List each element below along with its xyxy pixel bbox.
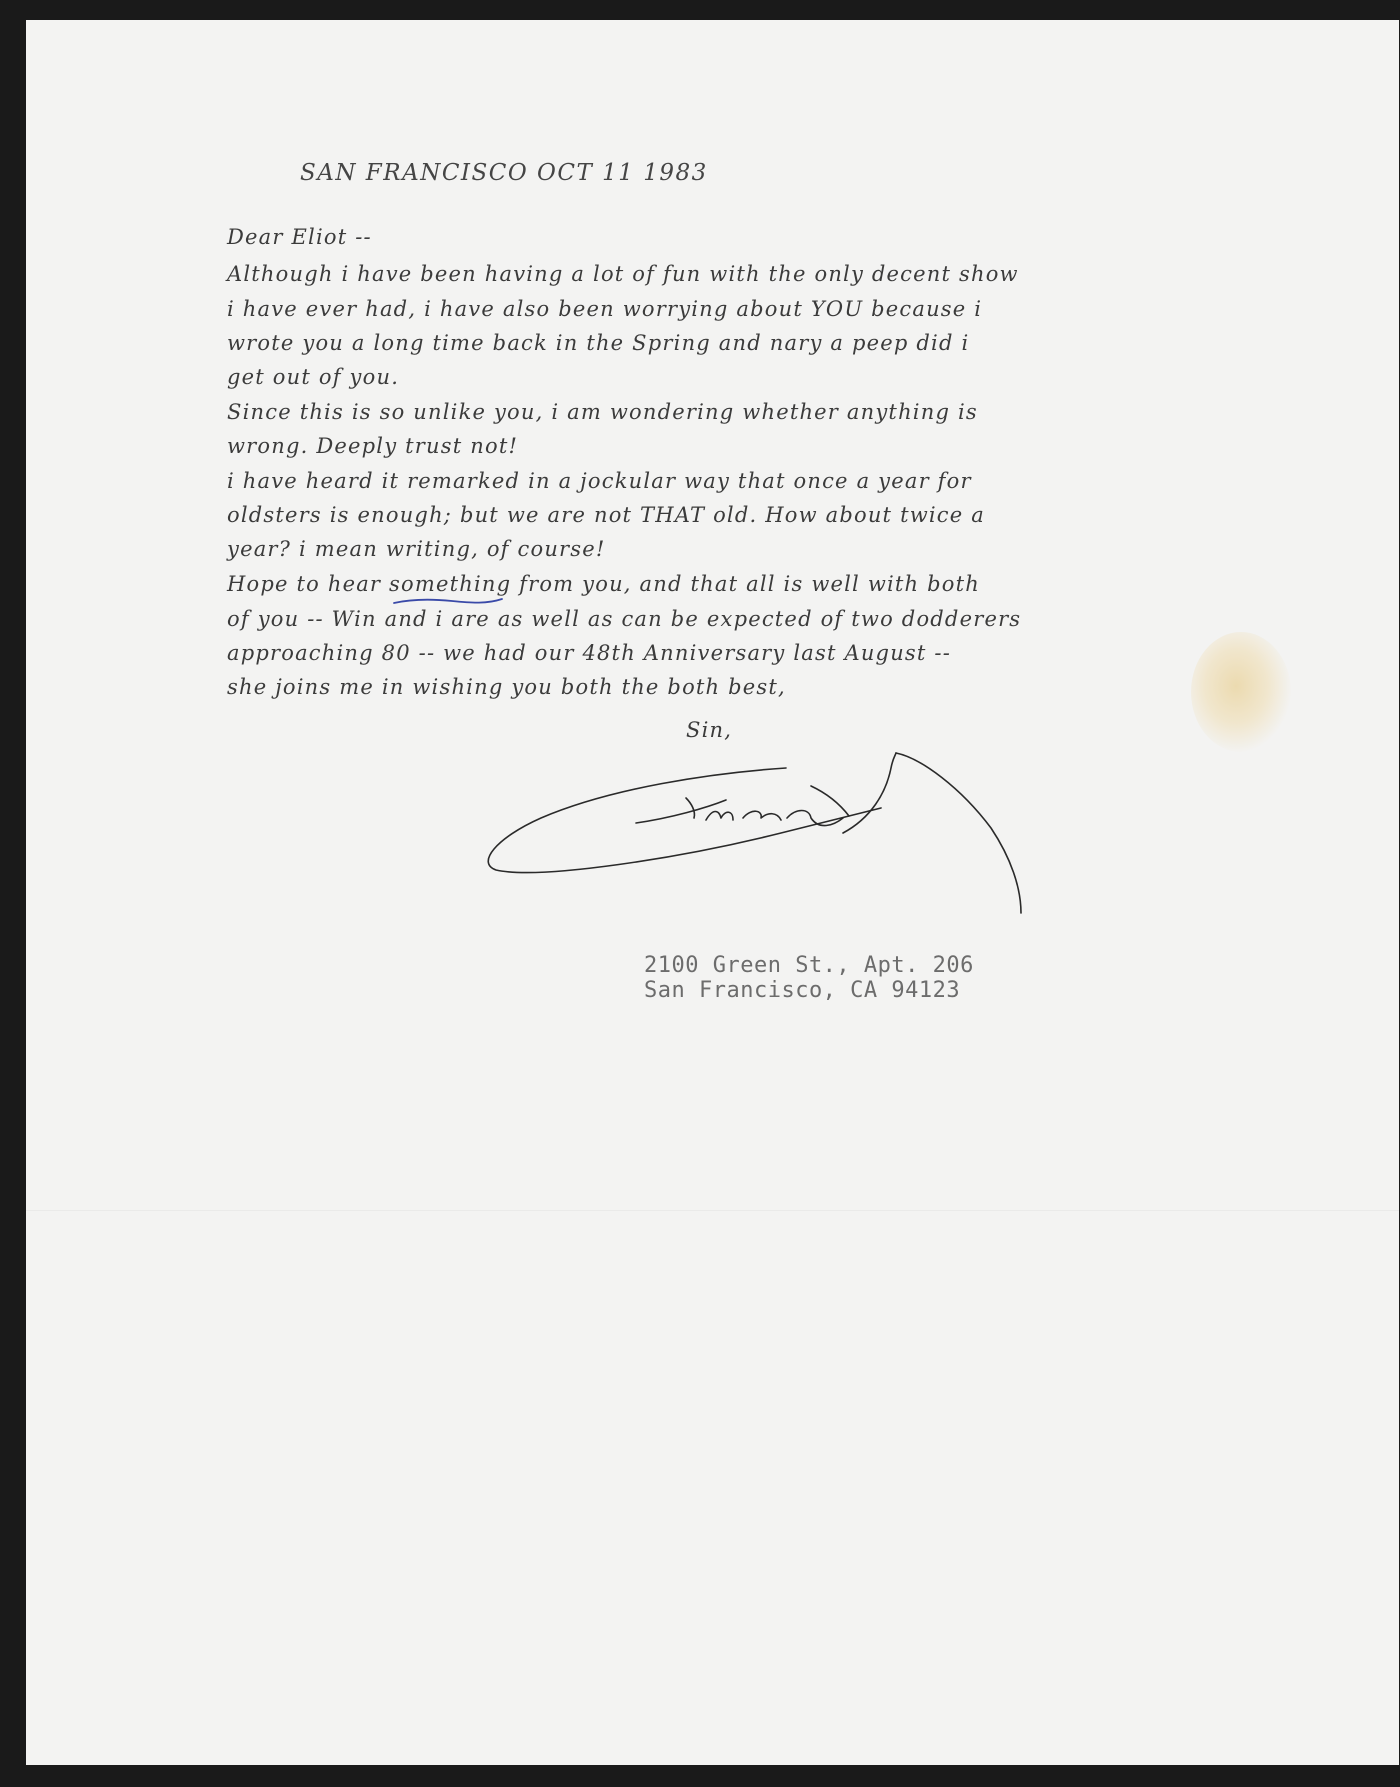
handwritten-underline xyxy=(392,596,504,606)
body-line: oldsters is enough; but we are not THAT old. How about twice a xyxy=(227,503,985,527)
body-line: approaching 80 -- we had our 48th Anniversary last August -- xyxy=(227,641,952,665)
body-line: wrong. Deeply trust not! xyxy=(227,434,519,458)
body-line: get out of you. xyxy=(227,365,400,389)
body-line: Although i have been having a lot of fun with the only decent show xyxy=(227,262,1019,286)
signature-icon xyxy=(481,748,1041,923)
return-address-line2: San Francisco, CA 94123 xyxy=(644,978,961,1003)
closing: Sin, xyxy=(686,718,733,742)
body-line: Hope to hear something from you, and that all is well with both xyxy=(227,572,981,596)
body-line: of you -- Win and i are as well as can be expected of two dodderers xyxy=(227,607,1022,631)
salutation: Dear Eliot -- xyxy=(227,225,372,249)
body-line: i have ever had, i have also been worrying about YOU because i xyxy=(227,297,983,321)
body-line: wrote you a long time back in the Spring and nary a peep did i xyxy=(227,331,970,355)
body-line: i have heard it remarked in a jockular way that once a year for xyxy=(227,469,972,493)
fold-crease xyxy=(26,1210,1399,1211)
body-line: year? i mean writing, of course! xyxy=(227,537,606,561)
dateline: SAN FRANCISCO OCT 11 1983 xyxy=(300,160,708,186)
letter-page xyxy=(26,20,1399,1765)
water-stain xyxy=(1191,632,1291,752)
body-line: Since this is so unlike you, i am wondering whether anything is xyxy=(227,400,978,424)
body-line: she joins me in wishing you both the both best, xyxy=(227,675,786,699)
return-address-line1: 2100 Green St., Apt. 206 xyxy=(644,953,974,978)
